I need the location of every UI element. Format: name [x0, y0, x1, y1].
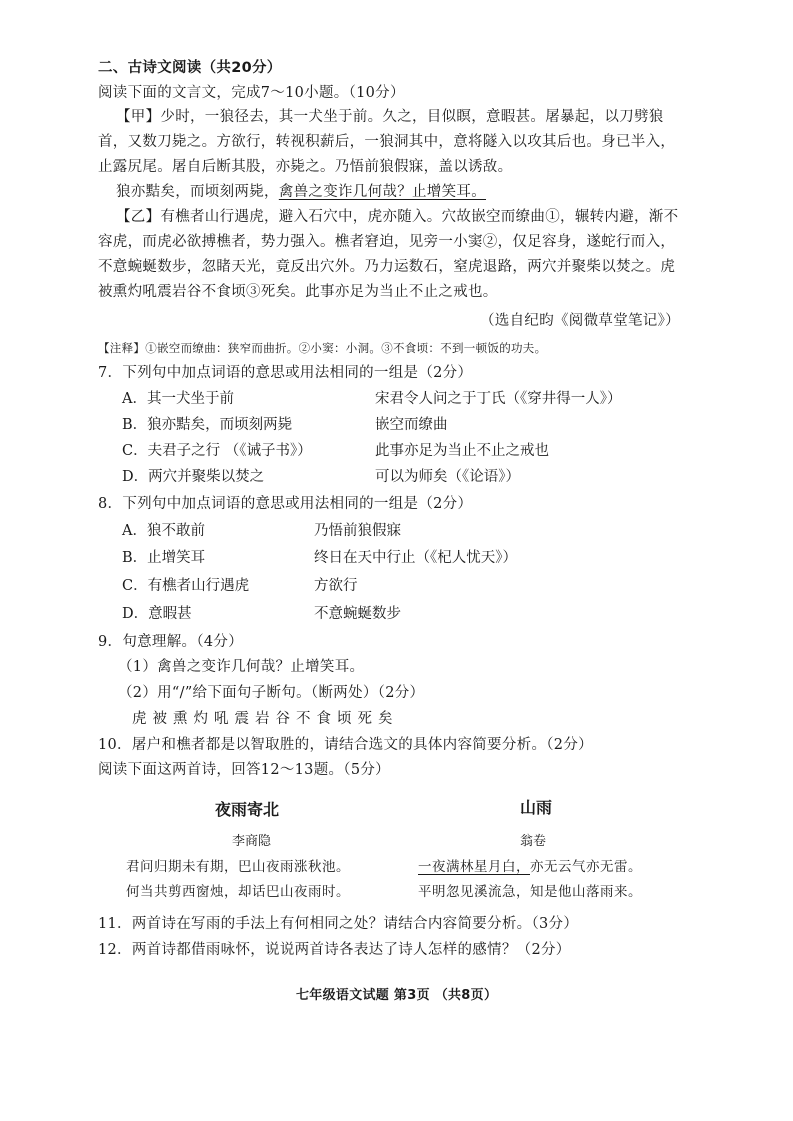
question-12: 12．两首诗都借雨咏怀，说说两首诗各表达了诗人怎样的感情？（2分） [98, 942, 571, 958]
passage-jia-line-1: 【甲】少时，一狼径去，其一犬坐于前。久之，目似瞑，意暇甚。屠暴起，以刀劈狼 [116, 109, 664, 125]
q7-option-d-left: D．两穴并聚柴以焚之 [122, 469, 265, 485]
q7-option-c-right: 此事亦足为当止不止之戒也 [375, 443, 549, 459]
passage-yi-line-3: 不意蜿蜒数步，忽睹天光，竟反出穴外。乃力运数石，窒虎退路，两穴并聚柴以焚之。虎 [98, 259, 676, 275]
poem-2-line-2: 平明忽见溪流急，知是他山落雨来。 [418, 884, 642, 900]
q7-option-d-right: 可以为师矣（《论语》） [375, 469, 520, 485]
q9-subquestion-2: （2）用“/”给下面句子断句。（断两处）（2分） [118, 685, 425, 701]
poem-2-title: 山雨 [520, 798, 553, 817]
passage-yi-line-2: 容虎，而虎必欲搏樵者，势力强入。樵者窘迫，见旁一小窦②，仅足容身，遂蛇行而入， [98, 234, 676, 250]
q8-option-c-right: 方欲行 [314, 578, 358, 594]
question-7: 7．下列句中加点词语的意思或用法相同的一组是（2分） [98, 365, 473, 381]
q7-option-c-left: C．夫君子之行 （《诫子书》） [122, 443, 312, 459]
poem-1-title: 夜雨寄北 [215, 800, 280, 819]
page-footer: 七年级语文试题 第3页 （共8页） [296, 988, 498, 1003]
q7-option-b-left: B．狼亦黠矣，而顷刻两毙 [122, 417, 293, 433]
q7-option-a-right: 宋君令人问之于丁氏（《穿井得一人》） [375, 391, 622, 407]
q7-option-b-right: 嵌空而缭曲 [375, 417, 448, 433]
passage-jia-line-2: 首，又数刀毙之。方欲行，转视积薪后，一狼洞其中，意将隧入以攻其后也。身已半入， [98, 134, 676, 150]
poem-1-author: 李商隐 [232, 834, 272, 849]
reading-intro: 阅读下面的文言文，完成7～10小题。（10分） [98, 85, 405, 101]
q9-sentence-to-punctuate: 虎被熏灼吼震岩谷不食顷死矣 [132, 711, 399, 727]
q8-option-b-left: B．止增笑耳 [122, 550, 206, 566]
passage-yi-line-1: 【乙】有樵者山行遇虎，避入石穴中，虎亦随入。穴故嵌空而缭曲①，辗转内避，渐不 [116, 209, 679, 225]
poem-2-author: 翁卷 [520, 834, 547, 849]
section-title: 二、古诗文阅读（共20分） [98, 60, 282, 76]
question-8: 8．下列句中加点词语的意思或用法相同的一组是（2分） [98, 496, 473, 512]
poem-2-line-1-end: 亦无云气亦无雷。 [530, 859, 642, 875]
q8-option-a-right: 乃悟前狼假寐 [314, 523, 401, 539]
passage-jia-line-4 [116, 182, 486, 202]
passage-jia-line-4-start: 狼亦黠矣，而顷刻两毙， [116, 184, 279, 200]
question-9: 9．句意理解。（4分） [98, 634, 243, 650]
q7-option-a-left: A．其一犬坐于前 [122, 391, 234, 407]
question-10: 10．屠户和樵者都是以智取胜的，请结合选文的具体内容简要分析。（2分） [98, 737, 593, 753]
q8-option-d-left: D．意暇甚 [122, 606, 192, 622]
annotations: 【注释】①嵌空而缭曲：狭窄而曲折。②小窦：小洞。③不食顷：不到一顿饭的功夫。 [98, 341, 547, 355]
q8-option-b-right: 终日在天中行止（《杞人忧天》） [314, 550, 517, 566]
poem-2-line-1 [418, 855, 642, 875]
passage-yi-line-4: 被熏灼吼震岩谷不食顷③死矣。此事亦足为当止不止之戒也。 [98, 284, 498, 300]
question-11: 11．两首诗在写雨的手法上有何相同之处？请结合内容简要分析。（3分） [98, 916, 579, 932]
poem-1-line-2: 何当共剪西窗烛，却话巴山夜雨时。 [126, 884, 350, 900]
source-note: （选自纪昀《阅微草堂笔记》） [480, 313, 680, 329]
poem-1-line-1: 君问归期未有期，巴山夜雨涨秋池。 [126, 859, 350, 875]
q8-option-c-left: C．有樵者山行遇虎 [122, 578, 250, 594]
q9-subquestion-1: （1）禽兽之变诈几何哉？止增笑耳。 [118, 659, 365, 675]
poems-intro: 阅读下面这两首诗，回答12～13题。（5分） [98, 762, 390, 778]
underlined-sentence: 禽兽之变诈几何哉？止增笑耳。 [278, 184, 487, 200]
q8-option-d-right: 不意蜿蜒数步 [314, 606, 401, 622]
passage-jia-line-3: 止露尻尾。屠自后断其股，亦毙之。乃悟前狼假寐，盖以诱敌。 [98, 159, 513, 175]
q8-option-a-left: A．狼不敢前 [122, 523, 205, 539]
poem-2-underlined-phrase: 一夜满林星月白， [418, 859, 530, 875]
